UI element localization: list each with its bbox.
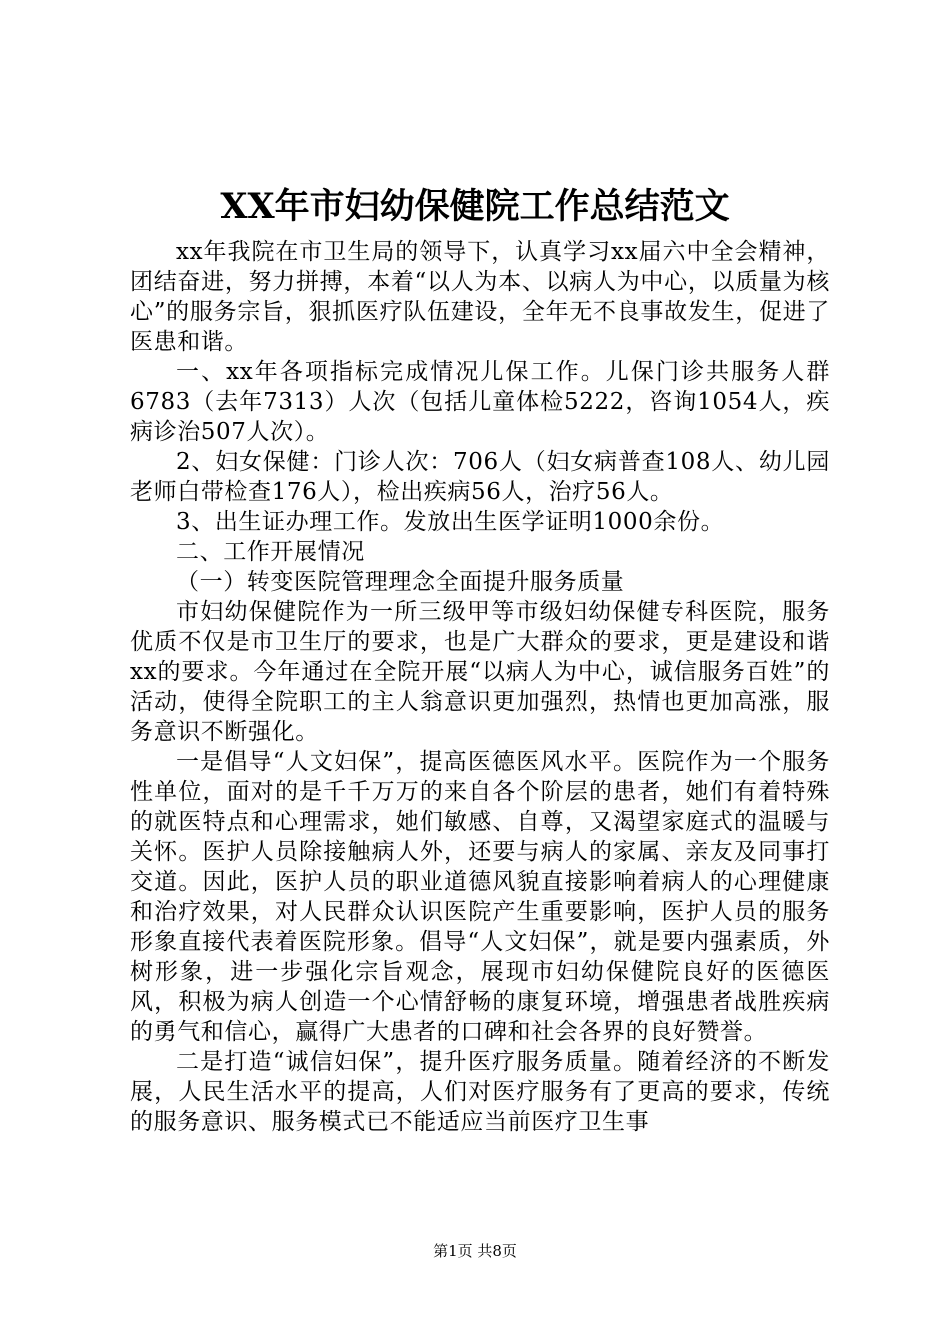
paragraph-hospital-service: 市妇幼保健院作为一所三级甲等市级妇幼保健专科医院，服务优质不仅是市卫生厅的要求，也是广大群众的要求，更是建设和谐xx的要求。今年通过在全院开展“以病人为中心，诚信服务百姓”的活动，使得全院职工的主人翁意识更加强烈，热情也更加高涨，服务意识不断强化。	[130, 599, 830, 745]
paragraph-women-health: 2、妇女保健：门诊人次：706人（妇女病普查108人、幼儿园老师白带检查176人），检出疾病56人，治疗56人。	[130, 449, 830, 505]
document-body	[130, 237, 830, 1137]
subsection-heading-management: （一）转变医院管理理念全面提升服务质量	[176, 569, 625, 595]
page-footer: 第1页 共8页	[433, 1242, 517, 1260]
paragraph-birth-certificate: 3、出生证办理工作。发放出生医学证明1000余份。	[176, 509, 725, 535]
paragraph-indicators: 一、xx年各项指标完成情况儿保工作。儿保门诊共服务人群6783（去年7313）人次（包括儿童体检5222，咨询1054人，疾病诊治507人次）。	[130, 359, 830, 445]
paragraph-humanistic-care: 一是倡导“人文妇保”，提高医德医风水平。医院作为一个服务性单位，面对的是千千万万的来自各个阶层的患者，她们有着特殊的就医特点和心理需求，她们敏感、自尊，又渴望家庭式的温暖与关怀。医护人员除接触病人外，还要与病人的家属、亲友及同事打交道。因此，医护人员的职业道德风貌直接影响着病人的心理健康和治疗效果，对人民群众认识医院产生重要影响，医护人员的服务形象直接代表着医院形象。倡导“人文妇保”，就是要内强素质，外树形象，进一步强化宗旨观念，展现市妇幼保健院良好的医德医风，积极为病人创造一个心情舒畅的康复环境，增强患者战胜疾病的勇气和信心，赢得广大患者的口碑和社会各界的良好赞誉。	[130, 749, 830, 1045]
paragraph-integrity-service: 二是打造“诚信妇保”，提升医疗服务质量。随着经济的不断发展，人民生活水平的提高，人们对医疗服务有了更高的要求，传统的服务意识、服务模式已不能适应当前医疗卫生事	[130, 1049, 830, 1135]
document-title: XX年市妇幼保健院工作总结范文	[220, 186, 730, 227]
paragraph-intro: xx年我院在市卫生局的领导下，认真学习xx届六中全会精神，团结奋进，努力拼搏，本着“以人为本、以病人为中心，以质量为核心”的服务宗旨，狠抓医疗队伍建设，全年无不良事故发生，促进了医患和谐。	[130, 239, 830, 355]
section-heading-work: 二、工作开展情况	[176, 539, 365, 565]
